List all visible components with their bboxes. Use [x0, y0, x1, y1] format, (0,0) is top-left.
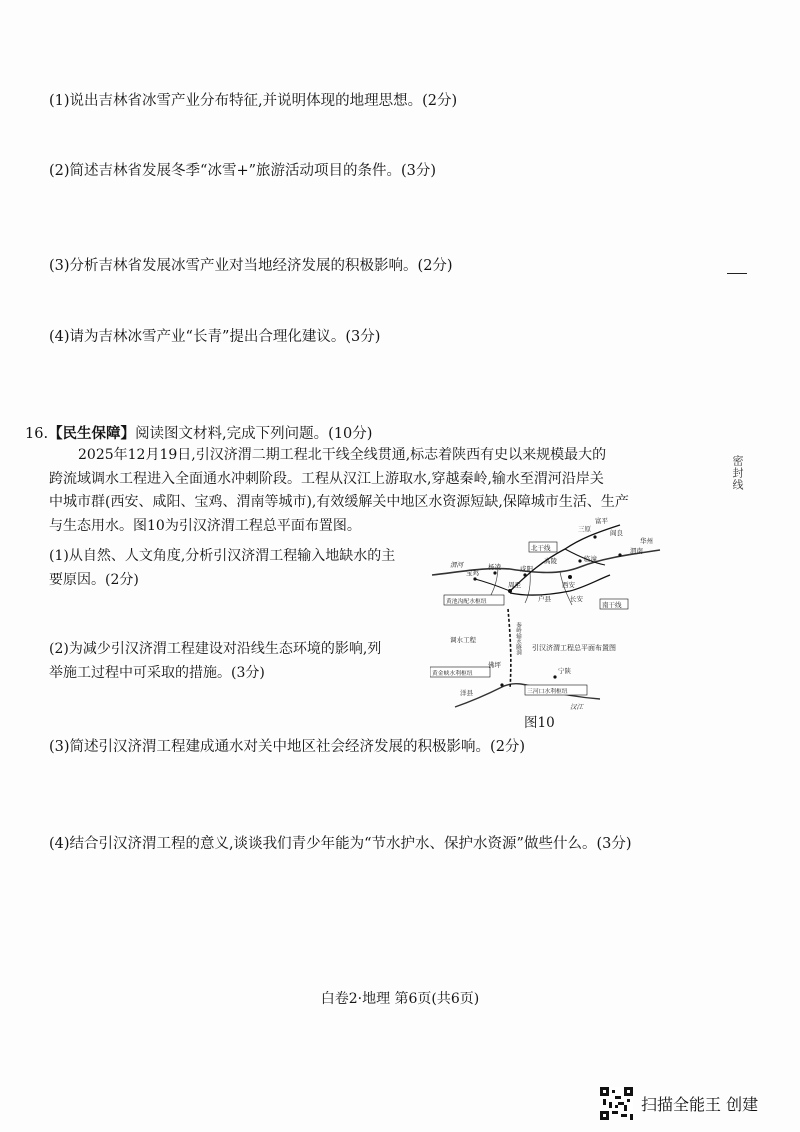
q16-sub2 — [49, 638, 381, 685]
map-title: 引汉济渭工程总平面布置图 — [532, 644, 616, 652]
city-label: 华州 — [640, 537, 653, 545]
q15-sub4: (4)请为吉林冰雪产业“长青”提出合理化建议。(3分) — [49, 329, 381, 345]
north-line-label: 北干线 — [531, 544, 551, 552]
q15-sub2: (2)简述吉林省发展冬季“冰雪+”旅游活动项目的条件。(3分) — [49, 163, 437, 179]
q15-sub3: (3)分析吉林省发展冰雪产业对当地经济发展的积极影响。(2分) — [49, 258, 453, 274]
huangjinxia-label: 黄金峡水利枢纽 — [432, 671, 473, 677]
city-label: 咸阳 — [520, 565, 533, 573]
city-label: 佛坪 — [488, 661, 501, 669]
q16-sub3: (3)简述引汉济渭工程建成通水对关中地区社会经济发展的积极影响。(2分) — [49, 739, 526, 755]
city-marker — [473, 577, 476, 580]
diversion-hub-label: 黄池沟配水枢纽 — [446, 599, 487, 605]
q16-intro-line: 跨流域调水工程进入全面通水冲刺阶段。工程从汉江上游取水,穿越秦岭,输水至渭河沿岸关 — [49, 470, 604, 487]
project-label: 调水工程 — [450, 636, 476, 644]
q16-sub4: (4)结合引汉济渭工程的意义,谈谈我们青少年能为“节水护水、保护水资源”做些什么。(3分) — [49, 836, 632, 852]
city-label: 高陵 — [544, 557, 557, 565]
q16-sub1 — [49, 545, 395, 592]
q16-sub1-line: 要原因。(2分) — [49, 571, 139, 588]
river-label: 汉江 — [570, 703, 583, 711]
city-label: 长安 — [570, 595, 583, 603]
q16-number: 16. — [25, 426, 49, 442]
figure-caption: 图10 — [524, 715, 555, 731]
city-marker — [553, 675, 556, 678]
city-marker — [593, 535, 596, 538]
q16-prompt: 阅读图文材料,完成下列问题。(10分) — [135, 426, 373, 442]
qinling-tunnel — [508, 609, 511, 689]
q16-sub2-line: (2)为减少引汉济渭工程建设对沿线生态环境的影响,列 — [49, 641, 382, 657]
branch-line — [475, 579, 510, 591]
city-label: 周至 — [508, 581, 521, 589]
tunnel-label: 秦岭输水隧洞 — [515, 622, 521, 655]
sanhekou-label: 三河口水利枢纽 — [527, 689, 568, 695]
q16-intro-line: 2025年12月19日,引汉济渭二期工程北干线全线贯通,标志着陕西有史以来规模最大的 — [78, 447, 607, 463]
scanner-watermark — [600, 1085, 758, 1121]
page-footer: 白卷2·地理 第6页(共6页) — [320, 991, 480, 1007]
q16-sub2-line: 举施工过程中可采取的措施。(3分) — [49, 664, 265, 681]
city-label: 西安 — [562, 581, 575, 589]
south-line-label: 南干线 — [602, 601, 622, 609]
city-label: 三原 — [578, 525, 591, 533]
q16-header — [25, 423, 372, 445]
q15-sub1: (1)说出吉林省冰雪产业分布特征,并说明体现的地理思想。(2分) — [49, 93, 458, 109]
city-label: 渭南 — [630, 547, 643, 555]
city-label: 杨凌 — [488, 563, 501, 571]
q16-intro-line: 中城市群(西安、咸阳、宝鸡、渭南等城市),有效缓解关中地区水资源短缺,保障城市生活、生产 — [49, 494, 629, 510]
city-marker — [618, 553, 621, 556]
city-marker — [568, 575, 572, 579]
city-marker — [578, 559, 581, 562]
city-label: 户县 — [538, 595, 551, 603]
project-layout-map — [430, 517, 665, 712]
binding-margin-mark — [727, 273, 747, 274]
city-marker — [523, 573, 526, 576]
city-marker — [493, 571, 496, 574]
city-label: 宝鸡 — [466, 569, 479, 577]
city-marker — [500, 683, 503, 686]
q16-sub1-line: (1)从自然、人文角度,分析引汉济渭工程输入地缺水的主 — [49, 548, 396, 564]
city-marker — [508, 589, 512, 593]
q16-intro-line: 与生态用水。图10为引汉济渭工程总平面布置图。 — [49, 517, 361, 534]
scanner-watermark-text: 扫描全能王 创建 — [641, 1094, 759, 1114]
q16-tag: 【民生保障】 — [48, 425, 136, 442]
city-label: 富平 — [595, 517, 608, 525]
city-label: 洋县 — [460, 689, 473, 697]
city-label: 阎良 — [610, 529, 623, 537]
city-label: 宁陕 — [558, 667, 571, 675]
binding-margin-note: 密封线 — [731, 455, 744, 491]
qr-code-icon — [600, 1087, 633, 1120]
city-label: 临潼 — [584, 555, 597, 563]
river-label: 渭河 — [450, 561, 463, 569]
